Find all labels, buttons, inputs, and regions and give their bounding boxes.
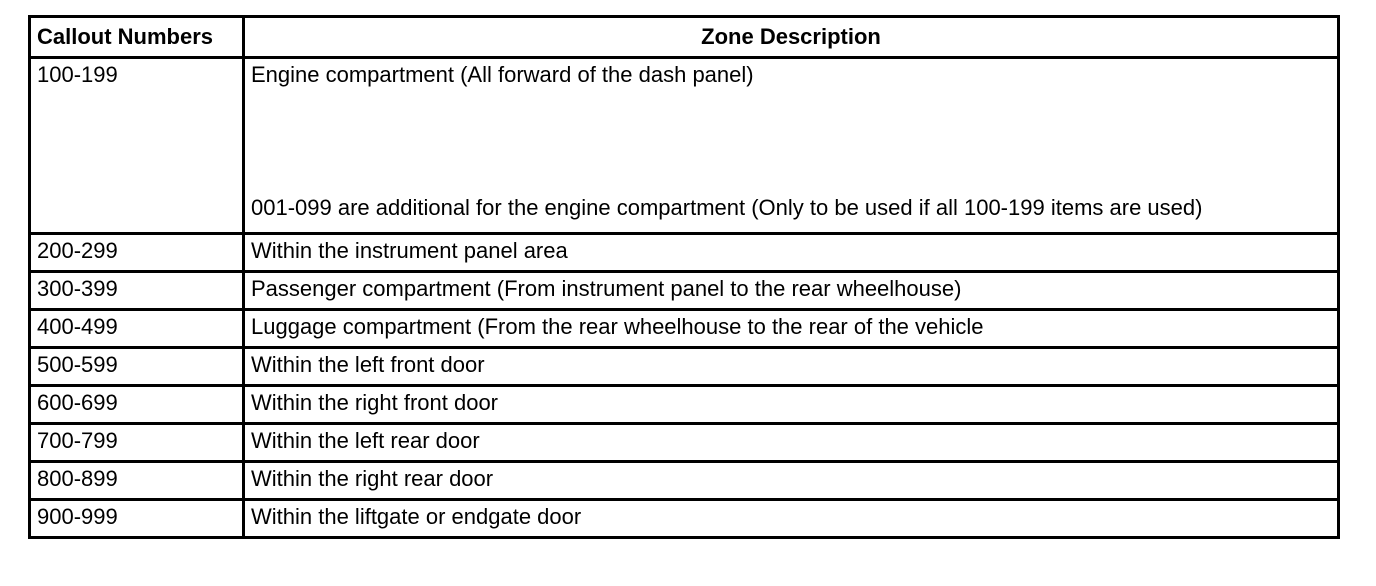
description-cell: Luggage compartment (From the rear wheelhouse to the rear of the vehicle — [244, 310, 1339, 348]
description-note: 001-099 are additional for the engine compartment (Only to be used if all 100-199 items are used) — [251, 195, 1203, 220]
table-row — [30, 500, 1339, 538]
table-row — [30, 234, 1339, 272]
table-row — [30, 310, 1339, 348]
description-cell: Within the left rear door — [244, 424, 1339, 462]
callout-cell: 600-699 — [30, 386, 244, 424]
description-cell: Within the left front door — [244, 348, 1339, 386]
table-row — [30, 348, 1339, 386]
description-cell: Within the right rear door — [244, 462, 1339, 500]
description-cell: Passenger compartment (From instrument panel to the rear wheelhouse) — [244, 272, 1339, 310]
zone-description-header: Zone Description — [244, 17, 1339, 58]
description-cell — [244, 58, 1339, 234]
table-row — [30, 58, 1339, 234]
callout-cell: 100-199 — [30, 58, 244, 234]
table-row — [30, 462, 1339, 500]
callout-cell: 800-899 — [30, 462, 244, 500]
header-row — [30, 17, 1339, 58]
table-row — [30, 386, 1339, 424]
callout-cell: 700-799 — [30, 424, 244, 462]
callout-cell: 900-999 — [30, 500, 244, 538]
description-cell: Within the instrument panel area — [244, 234, 1339, 272]
callout-cell: 300-399 — [30, 272, 244, 310]
callout-numbers-header: Callout Numbers — [30, 17, 244, 58]
description-cell: Within the liftgate or endgate door — [244, 500, 1339, 538]
callout-cell: 200-299 — [30, 234, 244, 272]
table-row — [30, 272, 1339, 310]
description-cell: Within the right front door — [244, 386, 1339, 424]
zone-table — [28, 15, 1340, 539]
callout-cell: 400-499 — [30, 310, 244, 348]
table-row — [30, 424, 1339, 462]
description-text: Engine compartment (All forward of the dash panel) — [251, 62, 754, 87]
callout-cell: 500-599 — [30, 348, 244, 386]
